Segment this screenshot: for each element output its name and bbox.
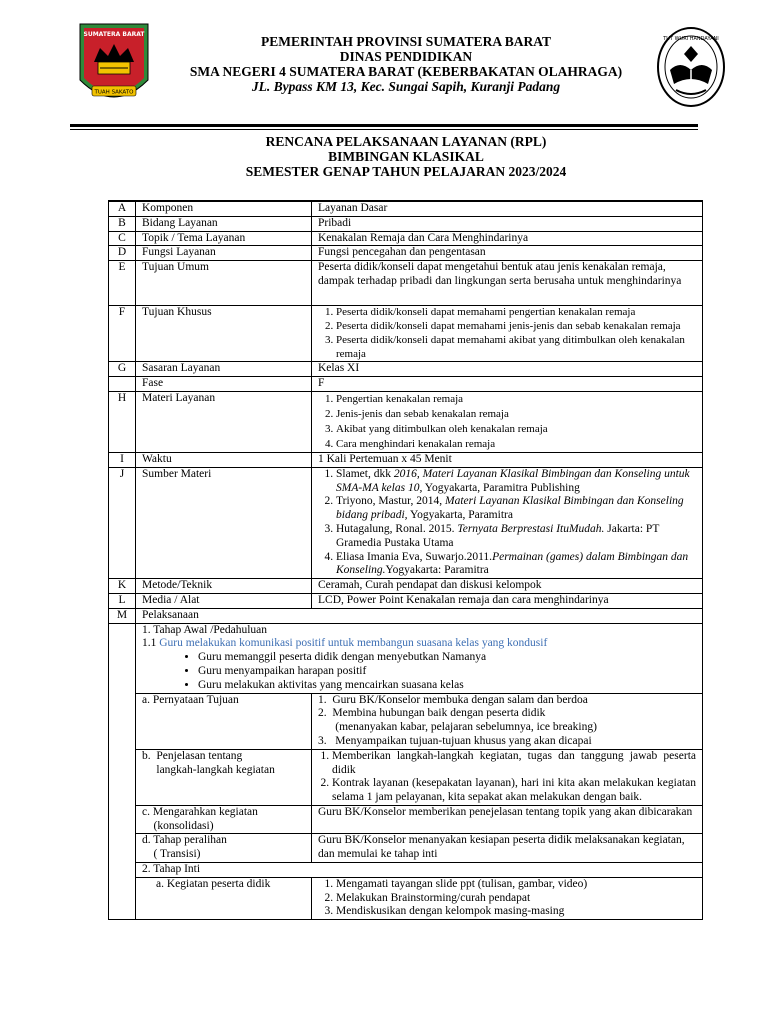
rpl-table — [108, 200, 703, 920]
tahap-inti-heading: 2. Tahap Inti — [136, 863, 703, 878]
header-divider-thin — [70, 129, 698, 130]
row-code — [109, 623, 136, 920]
dept-name: DINAS PENDIDIKAN — [339, 49, 473, 64]
table-row — [109, 246, 703, 261]
table-row — [109, 863, 703, 878]
row-label: Metode/Teknik — [136, 579, 312, 594]
list-item: 1. Guru BK/Konselor membuka dengan salam dan berdoa — [318, 693, 588, 706]
list-item: • Guru menyampaikan harapan positif — [198, 665, 696, 679]
row-value — [312, 306, 703, 362]
row-label: a. Pernyataan Tujuan — [136, 693, 312, 749]
row-value — [312, 467, 703, 578]
list-item: 4. Cara menghindari kenakalan remaja — [336, 437, 696, 452]
list-item: 3. Mendiskusikan dengan kelompok masing-masing — [336, 905, 696, 919]
row-label: Tujuan Umum — [136, 261, 312, 306]
row-label: a. Kegiatan peserta didik — [136, 877, 312, 919]
row-label: Sasaran Layanan — [136, 362, 312, 377]
row-value — [312, 693, 703, 749]
row-value: Fungsi pencegahan dan pengentasan — [312, 246, 703, 261]
title-line-3: SEMESTER GENAP TAHUN PELAJARAN 2023/2024 — [245, 164, 567, 179]
list-item: 3. Menyampaikan tujuan-tujuan khusus yang akan dicapai — [318, 734, 592, 747]
logo-motto: TUAH SAKATO — [94, 89, 134, 96]
row-code: B — [109, 216, 136, 231]
list-item: • Guru memanggil peserta didik dengan menyebutkan Namanya — [198, 651, 696, 665]
row-label: Fase — [136, 377, 312, 392]
list-item: (menanyakan kabar, pelajaran sebelumnya, ice breaking) — [318, 721, 597, 734]
table-row — [109, 201, 703, 216]
list-item: 2. Melakukan Brainstorming/curah pendapat — [336, 892, 696, 906]
table-row — [109, 216, 703, 231]
letterhead — [140, 34, 672, 94]
row-value: Layanan Dasar — [312, 201, 703, 216]
row-label: Waktu — [136, 452, 312, 467]
row-label: Sumber Materi — [136, 467, 312, 578]
tahap-awal-block — [136, 623, 703, 693]
row-value: Ceramah, Curah pendapat dan diskusi kelompok — [312, 579, 703, 594]
row-label: Topik / Tema Layanan — [136, 231, 312, 246]
logo-text: SUMATERA BARAT — [83, 31, 145, 38]
list-item: 2. Peserta didik/konseli dapat memahami jenis-jenis dan sebab kenakalan remaja — [336, 320, 696, 334]
table-row — [109, 377, 703, 392]
row-value: 1 Kali Pertemuan x 45 Menit — [312, 452, 703, 467]
list-item: 1. Pengertian kenakalan remaja — [336, 392, 696, 407]
row-value: Kenakalan Remaja dan Cara Menghindarinya — [312, 231, 703, 246]
title-line-1: RENCANA PELAKSANAAN LAYANAN (RPL) — [265, 134, 547, 149]
header-divider — [70, 124, 698, 127]
row-label: Komponen — [136, 201, 312, 216]
table-row — [109, 452, 703, 467]
title-line-2: BIMBINGAN KLASIKAL — [328, 149, 484, 164]
table-row — [109, 805, 703, 834]
school-name: SMA NEGERI 4 SUMATERA BARAT (KEBERBAKATAN OLAHRAGA) — [189, 64, 623, 79]
table-row — [109, 749, 703, 805]
row-value: LCD, Power Point Kenakalan remaja dan cara menghindarinya — [312, 593, 703, 608]
table-row — [109, 623, 703, 693]
list-item: 2. Membina hubungan baik dengan peserta didik — [318, 707, 546, 720]
row-value: Guru BK/Konselor menanyakan kesiapan peserta didik melaksanakan kegiatan, dan memulai ke tahap inti — [312, 834, 703, 863]
row-value — [312, 391, 703, 452]
row-label: Media / Alat — [136, 593, 312, 608]
table-row — [109, 231, 703, 246]
row-code: D — [109, 246, 136, 261]
row-code: G — [109, 362, 136, 377]
row-code: K — [109, 579, 136, 594]
table-row — [109, 306, 703, 362]
list-item: 3. Hutagalung, Ronal. 2015. Ternyata Berprestasi ItuMudah. Jakarta: PT Gramedia Pustaka Utama — [336, 523, 696, 551]
list-item: 1. Memberikan langkah-langkah kegiatan, tugas dan tanggung jawab peserta didik — [332, 750, 696, 778]
list-item: 3. Peserta didik/konseli dapat memahami akibat yang ditimbulkan oleh kenakalan remaja — [336, 334, 696, 362]
row-value: Pribadi — [312, 216, 703, 231]
gov-name: PEMERINTAH PROVINSI SUMATERA BARAT — [261, 34, 551, 49]
row-code: I — [109, 452, 136, 467]
list-item: 4. Eliasa Imania Eva, Suwarjo.2011.Permainan (games) dalam Bimbingan dan Konseling.Yogyakarta: Paramitra — [336, 551, 696, 579]
row-label: d. Tahap peralihan ( Transisi) — [136, 834, 312, 863]
row-code: M — [109, 608, 136, 623]
row-code: F — [109, 306, 136, 362]
row-value: Peserta didik/konseli dapat mengetahui bentuk atau jenis kenakalan remaja, dampak terhadap pribadi dan lingkungan serta berusaha untuk menghindarinya — [312, 261, 703, 306]
table-row — [109, 877, 703, 919]
table-row — [109, 834, 703, 863]
row-label: Materi Layanan — [136, 391, 312, 452]
list-item: 1. Slamet, dkk 2016, Materi Layanan Klasikal Bimbingan dan Konseling untuk SMA-MA kelas 10, Yogyakarta, Paramitra Publishing — [336, 468, 696, 496]
table-row — [109, 693, 703, 749]
sub-heading: 1.1 Guru melakukan komunikasi positif untuk membangun suasana kelas yang kondusif — [142, 637, 548, 650]
table-row — [109, 261, 703, 306]
table-row — [109, 579, 703, 594]
row-value — [312, 749, 703, 805]
table-row — [109, 608, 703, 623]
row-code: E — [109, 261, 136, 306]
tahap-awal-heading: 1. Tahap Awal /Pedahuluan — [142, 623, 268, 636]
list-item: • Guru melakukan aktivitas yang mencairkan suasana kelas — [198, 679, 696, 693]
document-title — [100, 134, 712, 179]
row-value: Guru BK/Konselor memberikan penejelasan tentang topik yang akan dibicarakan — [312, 805, 703, 834]
list-item: 2. Kontrak layanan (kesepakatan layanan), hari ini kita akan melakukan kegiatan selama 1 jam pelayanan, kita sepakat akan melakukan dengan baik. — [332, 777, 696, 805]
row-label: c. Mengarahkan kegiatan (konsolidasi) — [136, 805, 312, 834]
row-label: Fungsi Layanan — [136, 246, 312, 261]
list-item: 1. Mengamati tayangan slide ppt (tulisan, gambar, video) — [336, 878, 696, 892]
list-item: 2. Jenis-jenis dan sebab kenakalan remaja — [336, 407, 696, 422]
row-label: Pelaksanaan — [136, 608, 703, 623]
row-code: L — [109, 593, 136, 608]
table-row — [109, 362, 703, 377]
row-code: J — [109, 467, 136, 578]
row-code: H — [109, 391, 136, 452]
list-item: 3. Akibat yang ditimbulkan oleh kenakalan remaja — [336, 422, 696, 437]
table-row — [109, 391, 703, 452]
row-label: Tujuan Khusus — [136, 306, 312, 362]
row-code — [109, 377, 136, 392]
table-row — [109, 593, 703, 608]
table-row — [109, 467, 703, 578]
row-label: Bidang Layanan — [136, 216, 312, 231]
row-value: Kelas XI — [312, 362, 703, 377]
row-code: C — [109, 231, 136, 246]
row-value: F — [312, 377, 703, 392]
list-item: 1. Peserta didik/konseli dapat memahami pengertian kenakalan remaja — [336, 306, 696, 320]
list-item: 2. Triyono, Mastur, 2014, Materi Layanan Klasikal Bimbingan dan Konseling bidang pribadi, Yogyakarta, Paramitra — [336, 495, 696, 523]
logo-text: TUT WURI HANDAYANI — [663, 36, 719, 42]
row-value — [312, 877, 703, 919]
row-label: b. Penjelasan tentang langkah-langkah kegiatan — [136, 749, 312, 805]
school-address: JL. Bypass KM 13, Kec. Sungai Sapih, Kuranji Padang — [251, 79, 561, 94]
row-code: A — [109, 201, 136, 216]
